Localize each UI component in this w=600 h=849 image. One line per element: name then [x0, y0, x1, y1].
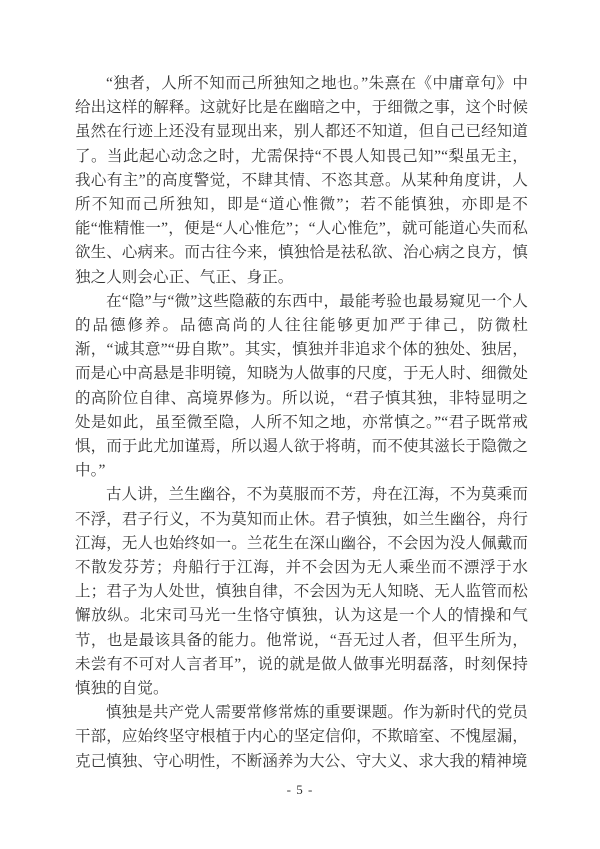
paragraph-3: 古人讲，兰生幽谷，不为莫服而不芳，舟在江海，不为莫乘而不浮，君子行义，不为莫知而止休。君子慎独，如兰生幽谷，舟行江海，无人也始终如一。兰花生在深山幽谷，不会因为没人佩戴而不散发芬芳；舟船行于江海，并不会因为无人乘坐而不漂浮于水上；君子为人处世，慎独自律，不会因为无人知晓、无人监管而松懈放纵。北宋司马光一生恪守慎独，认为这是一个人的情操和气节，也是最该具备的能力。他常说，“吾无过人者，但平生所为，未尝有不可对人言者耳”，说的就是做人做事光明磊落，时刻保持慎独的自觉。	[75, 486, 528, 698]
paragraph-1: “独者，人所不知而己所独知之地也。”朱熹在《中庸章句》中给出这样的解释。这就好比是在幽暗之中，于细微之事，这个时候虽然在行迹上还没有显现出来，别人都还不知道，但自己已经知道了。当此起心动念之时，尤需保持“不畏人知畏己知”“梨虽无主，我心有主”的高度警觉，不肆其情、不恣其意。从某种角度讲，人所不知而己所独知，即是“道心惟微”；若不能慎独，亦即是不能“惟精惟一”，便是“人心惟危”；“人心惟危”，就可能道心失而私欲生、心病来。而古往今来，慎独恰是祛私欲、治心病之良方，慎独之人则会心正、气正、身正。	[75, 75, 528, 286]
paragraph-4: 慎独是共产党人需要常修常炼的重要课题。作为新时代的党员干部，应始终坚守根植于内心的坚定信仰，不欺暗室、不愧屋漏，克己慎独、守心明性，不断涵养为大公、守大义、求大我的精神境	[75, 704, 528, 770]
paragraph-2: 在“隐”与“微”这些隐蔽的东西中，最能考验也最易窥见一个人的品德修养。品德高尚的人往往能够更加严于律己，防微杜渐，“诚其意”“毋自欺”。其实，慎独并非追求个体的独处、独居，而是心中高悬是非明镜，知晓为人做事的尺度，于无人时、细微处的高阶位自律、高境界修为。所以说，“君子慎其独，非特显明之处是如此，虽至微至隐，人所不知之地，亦常慎之。”“君子既常戒惧，而于此尤加谨焉，所以遏人欲于将萌，而不使其滋长于隐微之中。”	[75, 292, 528, 480]
page-number: - 5 -	[286, 782, 314, 797]
document-body	[75, 72, 528, 774]
